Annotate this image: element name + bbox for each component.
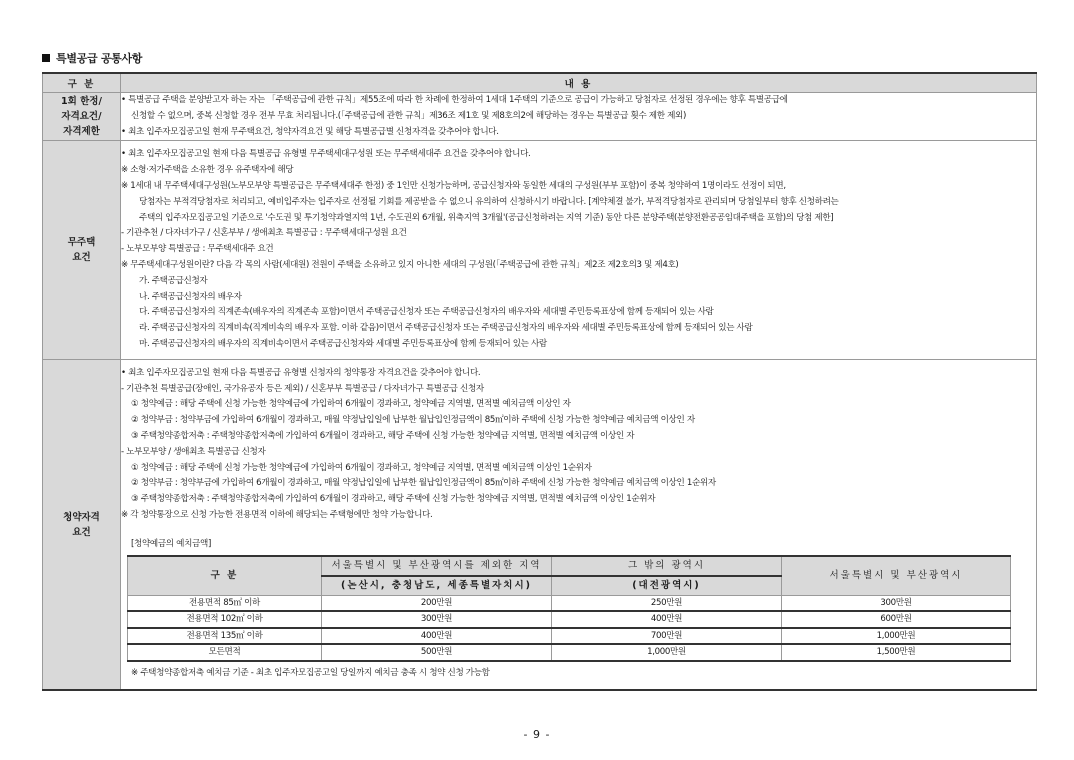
table-row <box>43 359 1037 690</box>
content-line: ※ 소형·저가주택을 소유한 경우 유주택자에 해당 <box>121 165 294 176</box>
content-line: ※ 1세대 내 무주택세대구성원(노부모부양 특별공급은 무주택세대주 한정) 중 1인만 신청가능하며, 공급신청자와 동일한 세대의 구성원(부부 포함)이 중복 청약하여 1명이라도 선정이 되면, <box>121 180 786 191</box>
deposit-row: 전용면적 135㎡ 이하 400만원 700만원 1,000만원 <box>128 628 1011 645</box>
content-line: 나. 주택공급신청자의 배우자 <box>139 291 242 302</box>
deposit-note: ※ 주택청약종합저축 예치금 기준 - 최초 입주자모집공고일 당일까지 예치금 충족 시 청약 신청 가능함 <box>131 667 490 678</box>
deposit-header-region-3: 서울특별시 및 부산광역시 <box>782 556 1011 596</box>
content-line: - 노부모부양 특별공급 : 무주택세대주 요건 <box>121 244 274 255</box>
deposit-header-region-1: 서울특별시 및 부산광역시를 제외한 지역 <box>322 556 552 576</box>
deposit-row: 전용면적 85㎡ 이하 200만원 250만원 300만원 <box>128 595 1011 611</box>
header-content: 내 용 <box>121 73 1037 93</box>
content-line: ① 청약예금 : 해당 주택에 신청 가능한 청약예금에 가입하여 6개월이 경과하고, 청약예금 지역별, 면적별 예치금액 이상인 자 <box>131 399 571 410</box>
content-line: 라. 주택공급신청자의 직계비속(직계비속의 배우자 포함. 이하 같음)이면서 주택공급신청자 또는 주택공급신청자의 배우자와 세대별 주민등록표상에 함께 등재되어 있는 사람 <box>139 323 753 334</box>
content-line: - 노부모부양 / 생애최초 특별공급 신청자 <box>121 446 266 457</box>
deposit-amount-table <box>127 555 1011 662</box>
content-line: • 최초 입주자모집공고일 현재 무주택요건, 청약자격요건 및 해당 특별공급별 신청자격을 갖추어야 합니다. <box>121 126 499 137</box>
content-line: ※ 각 청약통장으로 신청 가능한 전용면적 이하에 해당되는 주택형에만 청약 가능합니다. <box>121 509 433 520</box>
deposit-header-row <box>128 556 1011 576</box>
content-line: ② 청약부금 : 청약부금에 가입하여 6개월이 경과하고, 매월 약정납입일에 납부한 월납입인정금액이 85㎡이하 주택에 신청 가능한 청약예금 예치금액 이상인 1순위자 <box>131 478 716 489</box>
content-line: 당첨자는 부적격당첨자로 처리되고, 예비입주자는 입주자로 선정될 기회를 제공받을 수 없으니 유의하여 신청하시기 바랍니다. [계약체결 불가, 부적격당첨자로 관리되며 당첨일부터 향후 신청하려는 <box>139 196 839 207</box>
deposit-header-region-1-sub: (논산시, 충청남도, 세종특별자치시) <box>322 576 552 596</box>
content-line: - 기관추천 특별공급(장애인, 국가유공자 등은 제외) / 신혼부부 특별공급 / 다자녀가구 특별공급 신청자 <box>121 383 484 394</box>
content-line: ① 청약예금 : 해당 주택에 신청 가능한 청약예금에 가입하여 6개월이 경과하고, 청약예금 지역별, 면적별 예치금액 이상인 1순위자 <box>131 462 592 473</box>
content-line: ② 청약부금 : 청약부금에 가입하여 6개월이 경과하고, 매월 약정납입일에 납부한 월납입인정금액이 85㎡이하 주택에 신청 가능한 청약예금 예치금액 이상인 자 <box>131 415 695 426</box>
content-line: 다. 주택공급신청자의 직계존속(배우자의 직계존속 포함)이면서 주택공급신청자 또는 주택공급신청자의 배우자와 세대별 주민등록표상에 함께 등재되어 있는 사람 <box>139 307 714 318</box>
deposit-header-region-2-sub: (대전광역시) <box>552 576 782 596</box>
content-line: 마. 주택공급신청자의 배우자의 직계비속이면서 주택공급신청자와 세대별 주민등록표상에 함께 등재되어 있는 사람 <box>139 338 547 349</box>
content-line: ※ 무주택세대구성원이란? 다음 각 목의 사람(세대원) 전원이 주택을 소유하고 있지 아니한 세대의 구성원(「주택공급에 관한 규칙」제2조 제2호의3 및 제4호) <box>121 259 679 270</box>
deposit-header-category: 구 분 <box>128 556 322 596</box>
content-line: ③ 주택청약종합저축 : 주택청약종합저축에 가입하여 6개월이 경과하고, 해당 주택에 신청 가능한 청약예금 지역별, 면적별 예치금액 이상인 1순위자 <box>131 494 656 505</box>
deposit-table-caption: [청약예금의 예치금액] <box>131 538 211 549</box>
table-header-row <box>43 73 1037 93</box>
content-line: ③ 주택청약종합저축 : 주택청약종합저축에 가입하여 6개월이 경과하고, 해당 주택에 신청 가능한 청약예금 지역별, 면적별 예치금액 이상인 자 <box>131 430 635 441</box>
content-line: • 최초 입주자모집공고일 현재 다음 특별공급 유형별 신청자의 청약통장 자격요건을 갖추어야 합니다. <box>121 367 481 378</box>
table-row <box>43 93 1037 141</box>
content-line: 주택의 입주자모집공고일 기준으로 '수도권 및 투기청약과열지역 1년, 수도권외 6개월, 위축지역 3개월'(공급신청하려는 지역 기준) 동안 다른 분양주택(분양전환공공임대주택을 포함)의 당첨 제한] <box>139 212 834 223</box>
row-category: 무주택 요건 <box>43 141 121 359</box>
content-line: 신청할 수 없으며, 중복 신청할 경우 전부 무효 처리됩니다.(「주택공급에 관한 규칙」제36조 제1호 및 제8호의2에 해당하는 경우는 특별공급 횟수 제한 제외) <box>131 110 686 121</box>
row-content <box>121 359 1037 690</box>
deposit-row: 전용면적 102㎡ 이하 300만원 400만원 600만원 <box>128 611 1011 628</box>
common-requirements-table <box>42 72 1037 691</box>
row-category: 1회 한정/ 자격요건/ 자격제한 <box>43 93 121 141</box>
table-row <box>43 141 1037 359</box>
section-title: 특별공급 공통사항 <box>42 50 142 66</box>
page-number: - 9 - <box>523 728 551 741</box>
square-bullet-icon <box>42 54 50 62</box>
deposit-header-region-2: 그 밖의 광역시 <box>552 556 782 576</box>
content-line: 가. 주택공급신청자 <box>139 275 208 286</box>
row-content <box>121 93 1037 141</box>
header-category: 구 분 <box>43 73 121 93</box>
content-line: • 최초 입주자모집공고일 현재 다음 특별공급 유형별 무주택세대구성원 또는 무주택세대주 요건을 갖추어야 합니다. <box>121 149 531 160</box>
row-content <box>121 141 1037 359</box>
row-category: 청약자격 요건 <box>43 359 121 690</box>
content-line: - 기관추천 / 다자녀가구 / 신혼부부 / 생애최초 특별공급 : 무주택세대구성원 요건 <box>121 228 407 239</box>
content-line: • 특별공급 주택을 분양받고자 하는 자는 「주택공급에 관한 규칙」제55조에 따라 한 차례에 한정하여 1세대 1주택의 기준으로 공급이 가능하고 당첨자로 선정된 경우에는 향후 특별공급에 <box>121 95 788 105</box>
deposit-row: 모든면적 500만원 1,000만원 1,500만원 <box>128 644 1011 661</box>
